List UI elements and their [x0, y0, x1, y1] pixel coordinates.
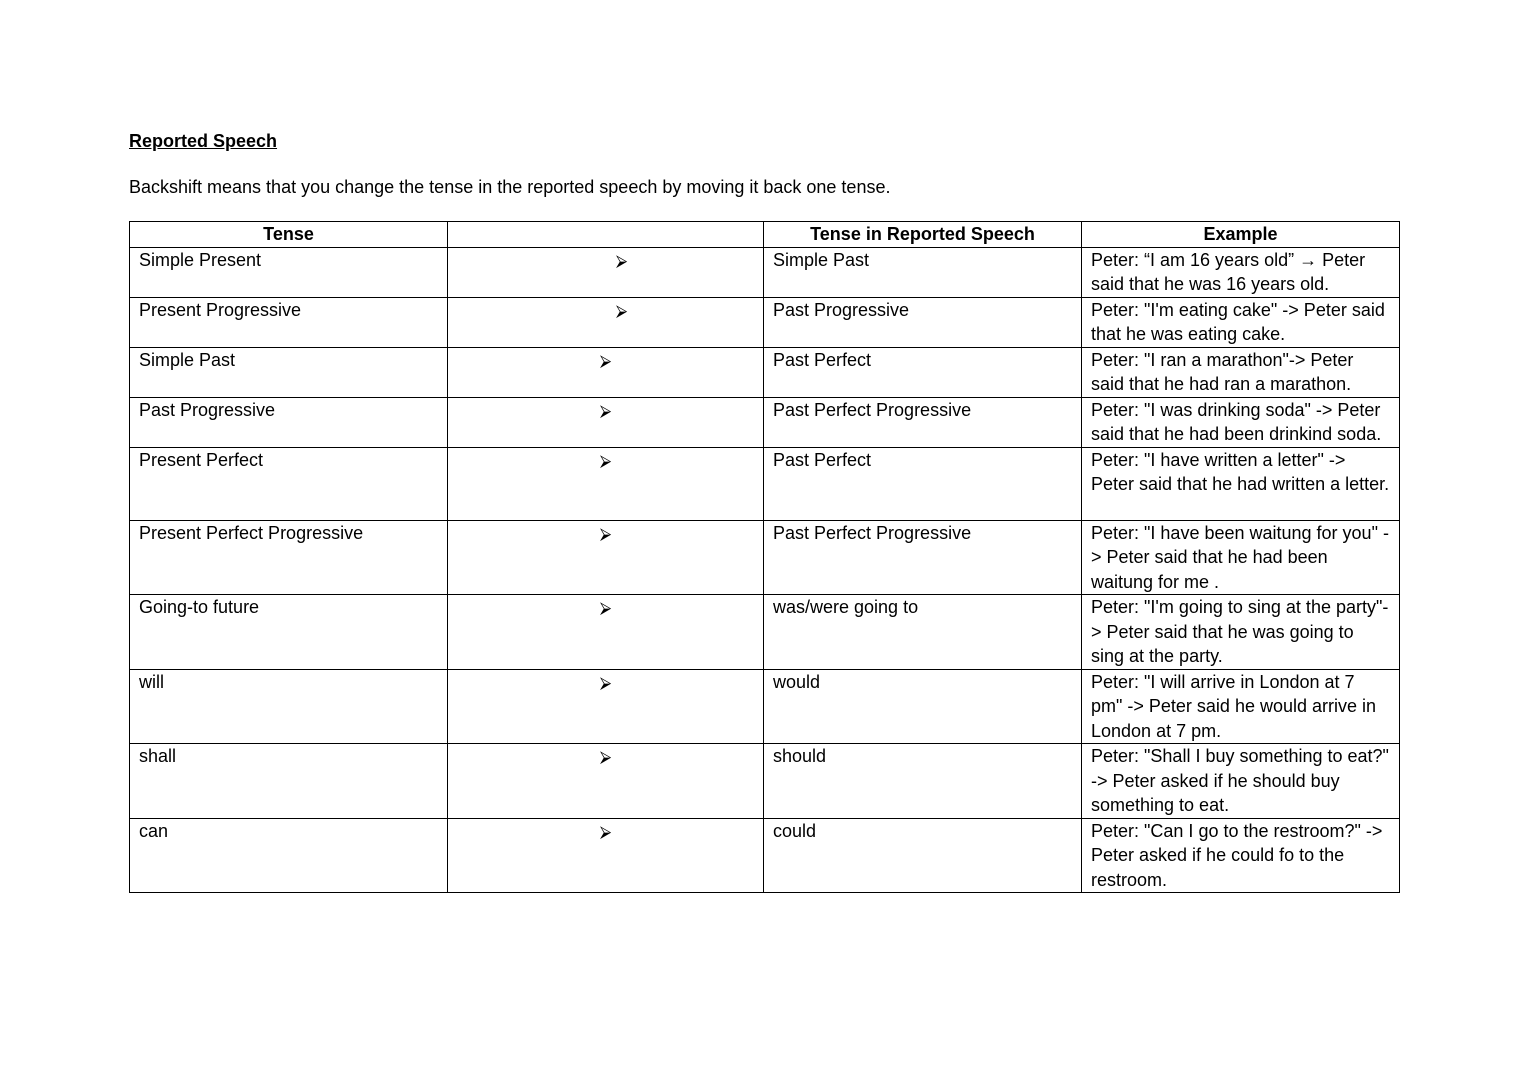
table-row: [130, 744, 1400, 819]
arrow-cell: [448, 520, 764, 595]
table-header-row: [130, 222, 1400, 248]
reported-tense-cell: Past Perfect Progressive: [764, 397, 1082, 447]
arrow-cell: [448, 297, 764, 347]
document-title: Reported Speech: [129, 131, 278, 151]
reported-tense-cell: Past Perfect: [764, 347, 1082, 397]
example-cell: Peter: "Can I go to the restroom?" -> Peter asked if he could fo to the restroom.: [1082, 818, 1400, 893]
table-row: [130, 447, 1400, 520]
tense-cell: Present Perfect: [130, 447, 448, 520]
arrow-cell: [448, 595, 764, 670]
reported-tense-cell: Past Perfect: [764, 447, 1082, 520]
example-cell: Peter: "I ran a marathon"-> Peter said that he had ran a marathon.: [1082, 347, 1400, 397]
example-cell: Peter: “I am 16 years old” → Peter said that he was 16 years old.: [1082, 247, 1400, 297]
reported-tense-cell: should: [764, 744, 1082, 819]
tense-cell: Simple Present: [130, 247, 448, 297]
reported-tense-cell: would: [764, 669, 1082, 744]
arrow-cell: [448, 669, 764, 744]
tense-cell: Present Progressive: [130, 297, 448, 347]
example-cell: Peter: "I have been waitung for you" -> Peter said that he had been waitung for me .: [1082, 520, 1400, 595]
tense-cell: Going-to future: [130, 595, 448, 670]
arrow-icon: ⮚: [599, 600, 612, 617]
table-row: [130, 247, 1400, 297]
arrow-cell: [448, 818, 764, 893]
reported-tense-cell: Past Perfect Progressive: [764, 520, 1082, 595]
arrow-icon: ⮚: [615, 302, 628, 320]
arrow-cell: [448, 397, 764, 447]
arrow-icon: ⮚: [599, 352, 612, 370]
header-arrow: [448, 222, 764, 248]
arrow-icon: ⮚: [599, 749, 612, 766]
example-cell: Peter: "I'm going to sing at the party"-> Peter said that he was going to sing at the party.: [1082, 595, 1400, 670]
example-cell: Peter: "I was drinking soda" -> Peter said that he had been drinkind soda.: [1082, 397, 1400, 447]
example-cell: Peter: "I'm eating cake" -> Peter said that he was eating cake.: [1082, 297, 1400, 347]
table-row: [130, 520, 1400, 595]
tense-cell: Simple Past: [130, 347, 448, 397]
arrow-cell: [448, 347, 764, 397]
reported-tense-cell: was/were going to: [764, 595, 1082, 670]
header-tense: Tense: [130, 222, 448, 248]
arrow-icon: ⮚: [599, 402, 612, 420]
example-cell: Peter: "I will arrive in London at 7 pm" -> Peter said he would arrive in London at 7 pm.: [1082, 669, 1400, 744]
table-row: [130, 297, 1400, 347]
table-row: [130, 818, 1400, 893]
tense-cell: will: [130, 669, 448, 744]
header-reported-tense: Tense in Reported Speech: [764, 222, 1082, 248]
table-row: [130, 347, 1400, 397]
reported-tense-cell: Simple Past: [764, 247, 1082, 297]
tense-cell: can: [130, 818, 448, 893]
table-row: [130, 595, 1400, 670]
arrow-icon: ⮚: [599, 823, 612, 841]
example-cell: Peter: "Shall I buy something to eat?" -> Peter asked if he should buy something to eat.: [1082, 744, 1400, 819]
arrow-cell: [448, 247, 764, 297]
arrow-cell: [448, 447, 764, 520]
tense-cell: Past Progressive: [130, 397, 448, 447]
arrow-icon: ⮚: [599, 452, 612, 470]
tense-cell: Present Perfect Progressive: [130, 520, 448, 595]
arrow-icon: ⮚: [615, 252, 628, 270]
example-cell: Peter: "I have written a letter" -> Peter said that he had written a letter.: [1082, 447, 1400, 520]
header-example: Example: [1082, 222, 1400, 248]
table-row: [130, 397, 1400, 447]
tense-table: [129, 221, 1400, 893]
table-row: [130, 669, 1400, 744]
arrow-icon: ⮚: [599, 525, 612, 543]
arrow-icon: ⮚: [599, 674, 612, 692]
reported-tense-cell: could: [764, 818, 1082, 893]
intro-paragraph: Backshift means that you change the tense in the reported speech by moving it back one tense.: [129, 177, 891, 197]
arrow-cell: [448, 744, 764, 819]
tense-cell: shall: [130, 744, 448, 819]
reported-tense-cell: Past Progressive: [764, 297, 1082, 347]
